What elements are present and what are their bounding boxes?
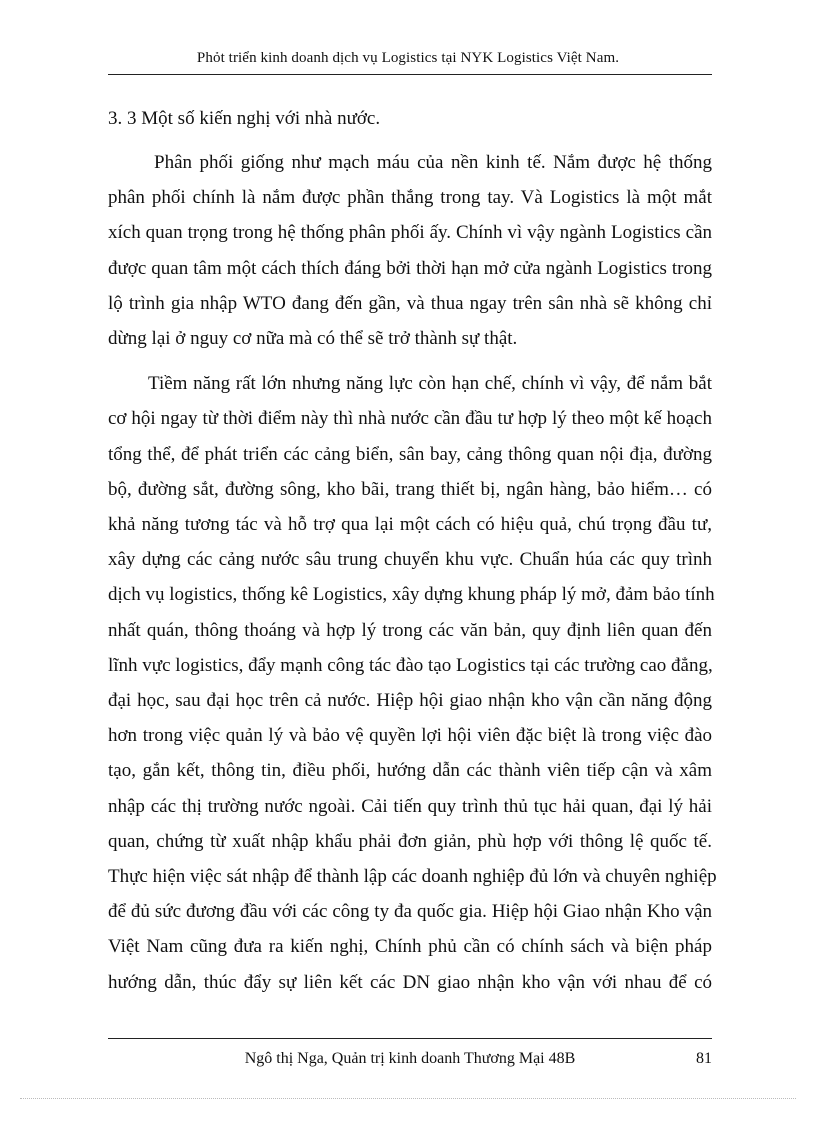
text-line: hướng dẫn, thúc đẩy sự liên kết các DN giao nhận kho vận với nhau để có [108,971,712,993]
text-line: tạo, gắn kết, thông tin, điều phối, hướng dẫn các thành viên tiếp cận và xâm [108,760,712,782]
text-line: bộ, đường sắt, đường sông, kho bãi, trang thiết bị, ngân hàng, bảo hiểm… có [108,478,712,500]
text-line: lĩnh vực logistics, đẩy mạnh công tác đào tạo Logistics tại các trường cao đẳng, [108,654,713,676]
text-line: đại học, sau đại học trên cả nước. Hiệp hội giao nhận kho vận cần năng động [108,690,712,712]
header-divider [108,74,712,75]
text-line: hơn trong việc quản lý và bảo vệ quyền lợi hội viên đặc biệt là trong việc đào [108,725,712,747]
paragraph-2 [108,366,717,1000]
running-header: Phỏt triển kinh doanh dịch vụ Logistics tại NYK Logistics Việt Nam. [196,50,620,66]
text-line: được quan tâm một cách thích đáng bởi thời hạn mở cửa ngành Logistics trong [108,257,712,279]
footer-author: Ngô thị Nga, Quản trị kinh doanh Thương Mại 48B [244,1050,576,1067]
text-line: nhất quán, thông thoáng và hợp lý trong các văn bản, quy định liên quan đến [108,619,712,641]
text-line: Phân phối giống như mạch máu của nền kinh tế. Nắm được hệ thống [154,152,712,173]
text-line: lộ trình gia nhập WTO đang đến gần, và thua ngay trên sân nhà sẽ không chỉ [108,292,712,314]
text-line: Tiềm năng rất lớn nhưng năng lực còn hạn chế, chính vì vậy, để nắm bắt [148,373,712,395]
footer-divider [108,1038,712,1039]
text-line: xây dựng các cảng nước sâu trung chuyển khu vực. Chuẩn húa các quy trình [108,549,712,571]
paragraph-1 [108,145,712,356]
text-line: Việt Nam cũng đưa ra kiến nghị, Chính phủ cần có chính sách và biện pháp [108,936,712,958]
text-line: dừng lại ở nguy cơ nữa mà có thể sẽ trở thành sự thật. [108,328,518,350]
text-line: để đủ sức đương đầu với các công ty đa quốc gia. Hiệp hội Giao nhận Kho vận [108,901,712,923]
text-line: cơ hội ngay từ thời điểm này thì nhà nước cần đầu tư hợp lý theo một kế hoạch [108,408,712,430]
text-line: quan, chứng từ xuất nhập khẩu phải đơn giản, phù hợp với thông lệ quốc tế. [108,830,712,852]
body-text [108,145,717,1000]
page-edge-dotted-line [20,1098,796,1099]
page-number: 81 [696,1050,712,1067]
text-line: xích quan trọng trong hệ thống phân phối ấy. Chính vì vậy ngành Logistics cần [108,222,712,244]
text-line: tổng thể, để phát triển các cảng biển, sân bay, cảng thông quan nội địa, đường [108,443,712,465]
section-heading: 3. 3 Một số kiến nghị với nhà nước. [108,108,381,129]
text-line: nhập các thị trường nước ngoài. Cải tiến quy trình thủ tục hải quan, đại lý hải [108,795,712,817]
text-line: phân phối chính là nắm được phần thắng trong tay. Và Logistics là một mắt [108,187,712,209]
text-line: khả năng tương tác và hỗ trợ qua lại một cách có hiệu quả, chú trọng đầu tư, [108,514,712,536]
text-line: Thực hiện việc sát nhập để thành lập các doanh nghiệp đủ lớn và chuyên nghiệp [108,866,717,888]
text-line: dịch vụ logistics, thống kê Logistics, xây dựng khung pháp lý mở, đảm bảo tính [108,584,715,606]
running-footer [108,1050,712,1068]
